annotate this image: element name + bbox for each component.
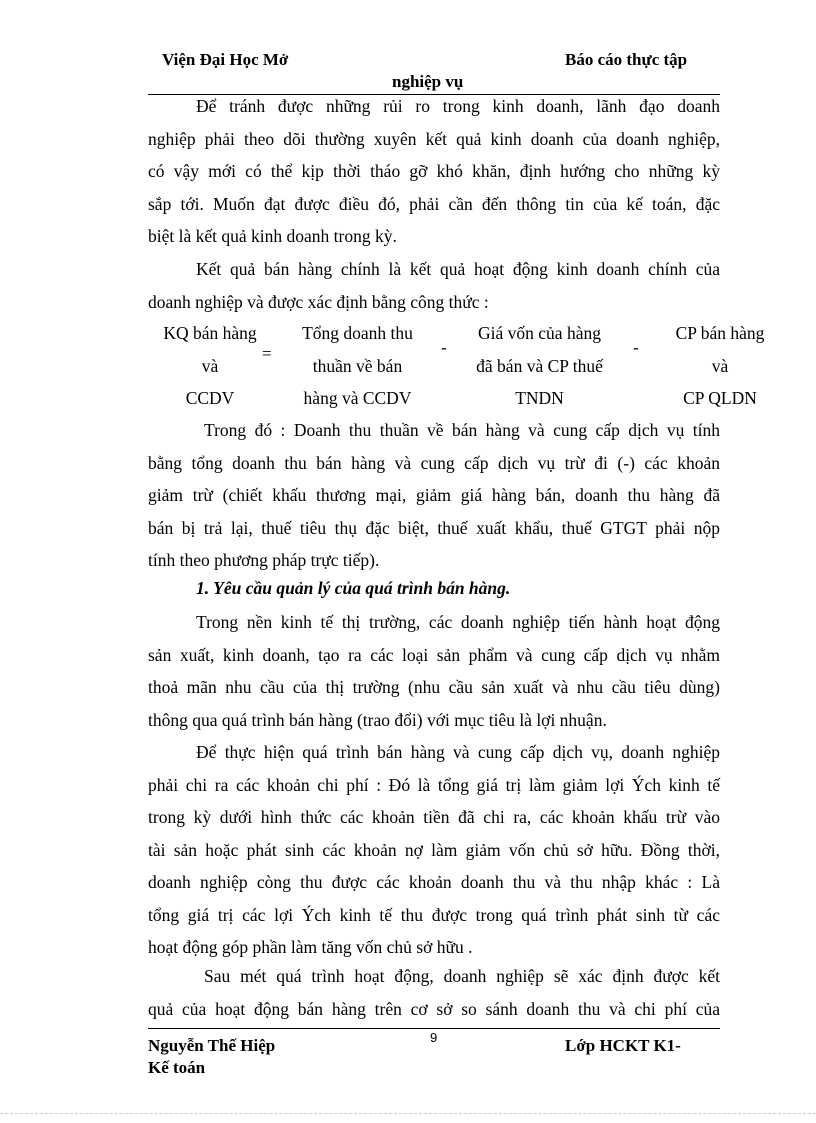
text-line: sản xuất, kinh doanh, tạo ra các loại sản phẩm và cung cấp dịch vụ nhằm: [148, 644, 720, 665]
text-line: có vậy mới có thể kịp thời tháo gỡ khó khăn, định hướng cho những kỳ: [148, 161, 720, 181]
text-line: Kết quả bán hàng chính là kết quả hoạt động kinh doanh chính của: [196, 259, 720, 279]
paragraph-3: [148, 414, 720, 577]
text-line: sắp tới. Muốn đạt được điều đó, phải cần đến thông tin của kế toán, đặc: [148, 193, 720, 214]
text-line: tổng giá trị các lợi Ých kinh tế thu được trong quá trình phát sinh từ các: [148, 904, 720, 925]
text-line: trong kỳ dưới hình thức các khoản tiền đã chi ra, các khoản khấu trừ vào: [148, 807, 720, 827]
text-line: giảm trừ (chiết khấu thương mại, giảm giá hàng bán, doanh thu hàng đã: [148, 485, 720, 505]
formula-term-expenses: CP bán hàng và CP QLDN: [675, 323, 765, 408]
footer-class: Lớp HCKT K1-: [565, 1036, 681, 1055]
text-line: Trong đó : Doanh thu thuần về bán hàng và cung cấp dịch vụ tính: [204, 420, 720, 440]
section-heading: 1. Yêu cầu quản lý của quá trình bán hàng.: [196, 578, 511, 598]
text-line: tính theo phương pháp trực tiếp).: [148, 550, 380, 570]
text-line: biệt là kết quả kinh doanh trong kỳ.: [148, 226, 397, 246]
paragraph-2: [148, 253, 720, 318]
text-line: Sau mét quá trình hoạt động, doanh nghiệp sẽ xác định được kết: [204, 966, 720, 986]
paragraph-4: [148, 606, 720, 736]
text-line: hoạt động góp phần làm tăng vốn chủ sở hữu .: [148, 937, 473, 957]
formula-minus-2: -: [633, 338, 639, 357]
text-line: Để tránh được những rủi ro trong kinh doanh, lãnh đạo doanh: [196, 96, 720, 116]
text-line: doanh nghiệp và được xác định bằng công thức :: [148, 291, 489, 312]
footer-author: Nguyễn Thế Hiệp: [148, 1036, 276, 1055]
formula-equals: =: [262, 344, 272, 363]
text-line: thông qua quá trình bán hàng (trao đổi) với mục tiêu là lợi nhuận.: [148, 709, 607, 730]
text-line: Để thực hiện quá trình bán hàng và cung cấp dịch vụ, doanh nghiệp: [196, 742, 720, 762]
text-line: quả của hoạt động bán hàng trên cơ sở so sánh doanh thu và chi phí của: [148, 998, 720, 1019]
formula-term-cogs: Giá vốn của hàng đã bán và CP thuế TNDN: [476, 323, 603, 408]
text-line: Trong nền kinh tế thị trường, các doanh nghiệp tiến hành hoạt động: [196, 612, 720, 632]
header-institution: Viện Đại Học Mở: [162, 50, 289, 69]
formula-minus-1: -: [441, 338, 447, 357]
text-line: phải chi ra các khoản chi phí : Đó là tổng giá trị làm giảm lợi Ých kinh tế: [148, 774, 720, 795]
formula-term-revenue: Tổng doanh thu thuần về bán hàng và CCDV: [302, 323, 413, 408]
paragraph-5: [148, 736, 720, 964]
page-number: 9: [430, 1030, 438, 1045]
text-line: doanh nghiệp còng thu được các khoản doanh thu và thu nhập khác : Là: [148, 872, 720, 892]
header-report-subtitle: nghiệp vụ: [392, 72, 464, 91]
paragraph-6: [148, 960, 720, 1025]
footer-department: Kế toán: [148, 1058, 206, 1077]
text-line: nghiệp phải theo dõi thường xuyên kết quả kinh doanh của doanh nghiệp,: [148, 128, 720, 149]
text-line: bán bị trả lại, thuế tiêu thụ đặc biệt, thuế xuất khẩu, thuế GTGT phải nộp: [148, 517, 720, 538]
header-report-title: Báo cáo thực tập: [565, 50, 688, 69]
formula-term-kq: KQ bán hàng và CCDV: [163, 323, 257, 408]
text-line: tài sản hoặc phát sinh các khoản nợ làm giảm vốn chủ sở hữu. Đồng thời,: [148, 839, 720, 860]
page-break-line: [0, 1113, 816, 1114]
paragraph-1: [148, 90, 720, 253]
text-line: thoả mãn nhu cầu của thị trường (nhu cầu sản xuất và nhu cầu tiêu dùng): [148, 677, 720, 697]
text-line: bằng tổng doanh thu bán hàng và cung cấp dịch vụ trừ đi (-) các khoản: [148, 452, 720, 473]
footer-rule: [148, 1028, 720, 1029]
